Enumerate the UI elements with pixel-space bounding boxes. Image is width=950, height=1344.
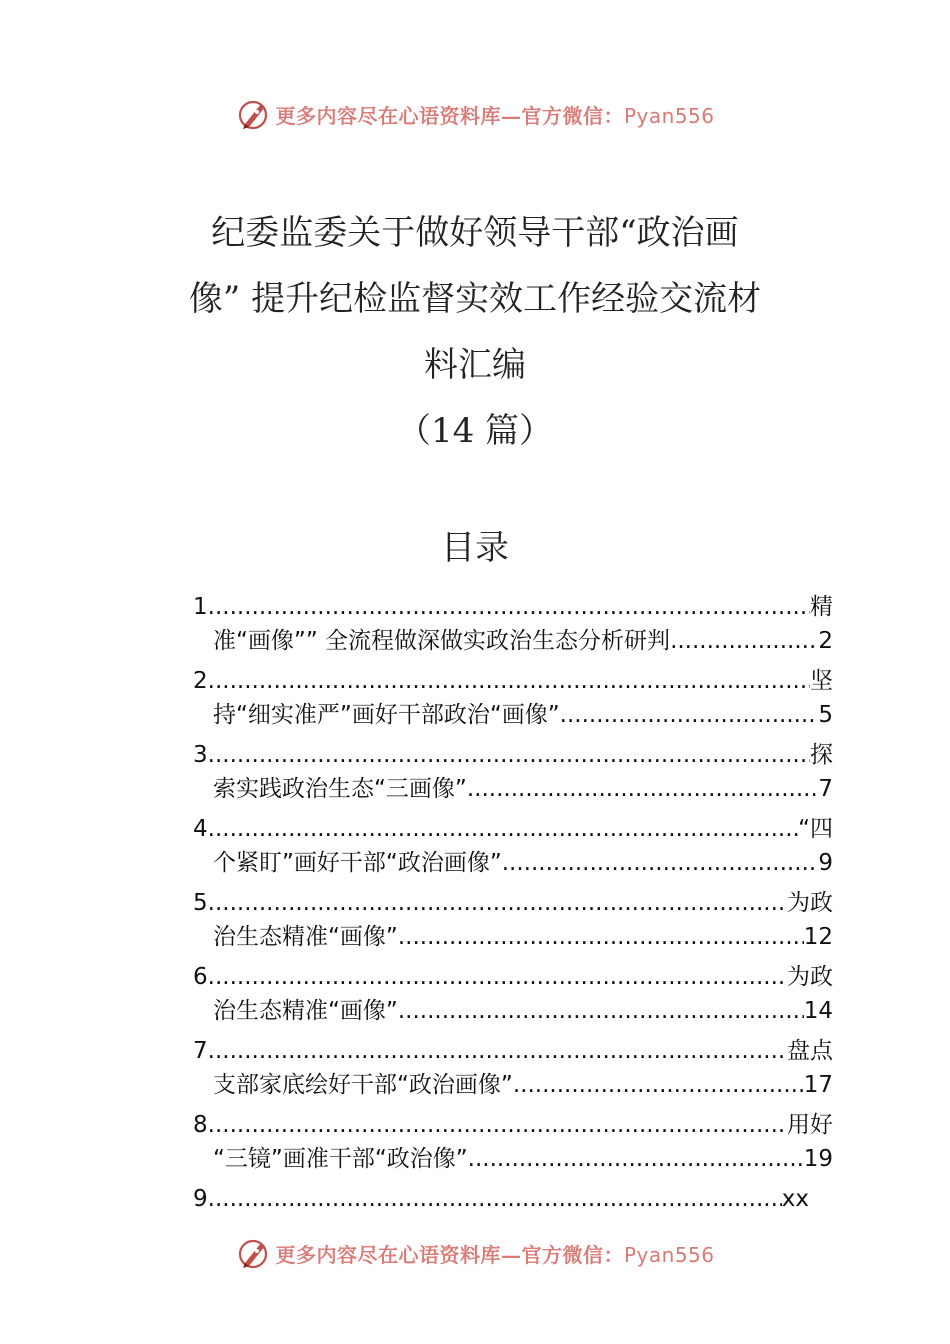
toc-entry-number: 1. <box>193 594 215 620</box>
toc-entry-page: 17 <box>803 1072 833 1098</box>
dot-leader <box>215 1034 787 1068</box>
dot-leader <box>215 590 810 624</box>
toc-entry-9[interactable] <box>193 1182 833 1222</box>
toc-entry-number: 3. <box>193 742 215 768</box>
dot-leader <box>215 886 787 920</box>
toc-entry-title-rest: 持“细实准严”画好干部政治“画像” <box>213 702 560 728</box>
dot-leader <box>215 812 798 846</box>
toc-entry-page: 7 <box>818 776 833 802</box>
toc-entry-number: 5. <box>193 890 215 916</box>
pen-logo-icon <box>235 1235 271 1271</box>
document-title <box>150 200 800 464</box>
dot-leader <box>215 960 787 994</box>
toc-entry-3[interactable] <box>193 738 833 812</box>
toc-entry-number: 6. <box>193 964 215 990</box>
banner-text: 更多内容尽在心语资料库—官方微信：Pyan556 <box>275 1242 715 1267</box>
toc-entry-page: 9 <box>818 850 833 876</box>
dot-leader <box>215 1108 787 1142</box>
header-watermark-banner <box>0 94 950 134</box>
dot-leader <box>215 738 810 772</box>
toc-entry-6[interactable] <box>193 960 833 1034</box>
toc-entry-2[interactable] <box>193 664 833 738</box>
title-line-4: （14 篇） <box>396 411 554 451</box>
title-line-2: 像” 提升纪检监督实效工作经验交流材 <box>188 279 762 319</box>
toc-entry-number: 4. <box>193 816 215 842</box>
toc-entry-title-rest: 治生态精准“画像” <box>213 998 398 1024</box>
footer-watermark-banner <box>0 1233 950 1273</box>
toc-entry-page: 19 <box>803 1146 833 1172</box>
dot-leader <box>398 994 804 1028</box>
dot-leader <box>502 846 819 880</box>
toc-entry-number: 7. <box>193 1038 215 1064</box>
banner-text: 更多内容尽在心语资料库—官方微信：Pyan556 <box>275 103 715 128</box>
toc-entry-title-start: 为政 <box>787 964 833 990</box>
toc-entry-1[interactable] <box>193 590 833 664</box>
toc-entry-number: 2. <box>193 668 215 694</box>
toc-entry-page: 14 <box>803 998 833 1024</box>
title-line-1: 纪委监委关于做好领导干部“政治画 <box>211 213 739 253</box>
toc-entry-title-start: 盘点 <box>787 1038 833 1064</box>
toc-entry-title-rest: 个紧盯”画好干部“政治画像” <box>213 850 502 876</box>
dot-leader <box>215 664 810 698</box>
toc-entry-title-start: 用好 <box>787 1112 833 1138</box>
dot-leader <box>670 624 818 658</box>
toc-entry-title-start: xx <box>781 1186 809 1212</box>
toc-entry-title-start: 精 <box>810 594 833 620</box>
toc-entry-title-start: “四 <box>798 816 833 842</box>
pen-logo-icon <box>235 96 271 132</box>
toc-entry-title-rest: “三镜”画准干部“政治像” <box>213 1146 468 1172</box>
dot-leader <box>468 1142 804 1176</box>
dot-leader <box>398 920 804 954</box>
toc-entry-title-rest: 支部家底绘好干部“政治画像” <box>213 1072 513 1098</box>
toc-entry-title-start: 坚 <box>810 668 833 694</box>
toc-heading: 目录 <box>441 528 509 568</box>
toc-entry-4[interactable] <box>193 812 833 886</box>
toc-entry-title-start: 为政 <box>787 890 833 916</box>
dot-leader <box>467 772 819 806</box>
toc-entry-7[interactable] <box>193 1034 833 1108</box>
toc-entry-title-start: 探 <box>810 742 833 768</box>
table-of-contents <box>193 590 833 1222</box>
toc-entry-number: 9. <box>193 1186 215 1212</box>
dot-leader <box>560 698 819 732</box>
toc-entry-page: 5 <box>818 702 833 728</box>
toc-entry-title-rest: 治生态精准“画像” <box>213 924 398 950</box>
toc-entry-title-rest: 索实践政治生态“三画像” <box>213 776 467 802</box>
toc-entry-page: 12 <box>803 924 833 950</box>
toc-entry-number: 8. <box>193 1112 215 1138</box>
dot-leader <box>215 1182 782 1216</box>
toc-entry-8[interactable] <box>193 1108 833 1182</box>
dot-leader <box>513 1068 804 1102</box>
title-line-3: 料汇编 <box>424 345 526 385</box>
toc-entry-title-rest: 准“画像”” 全流程做深做实政治生态分析研判 <box>213 628 671 654</box>
toc-entry-page: 2 <box>818 628 833 654</box>
toc-entry-5[interactable] <box>193 886 833 960</box>
